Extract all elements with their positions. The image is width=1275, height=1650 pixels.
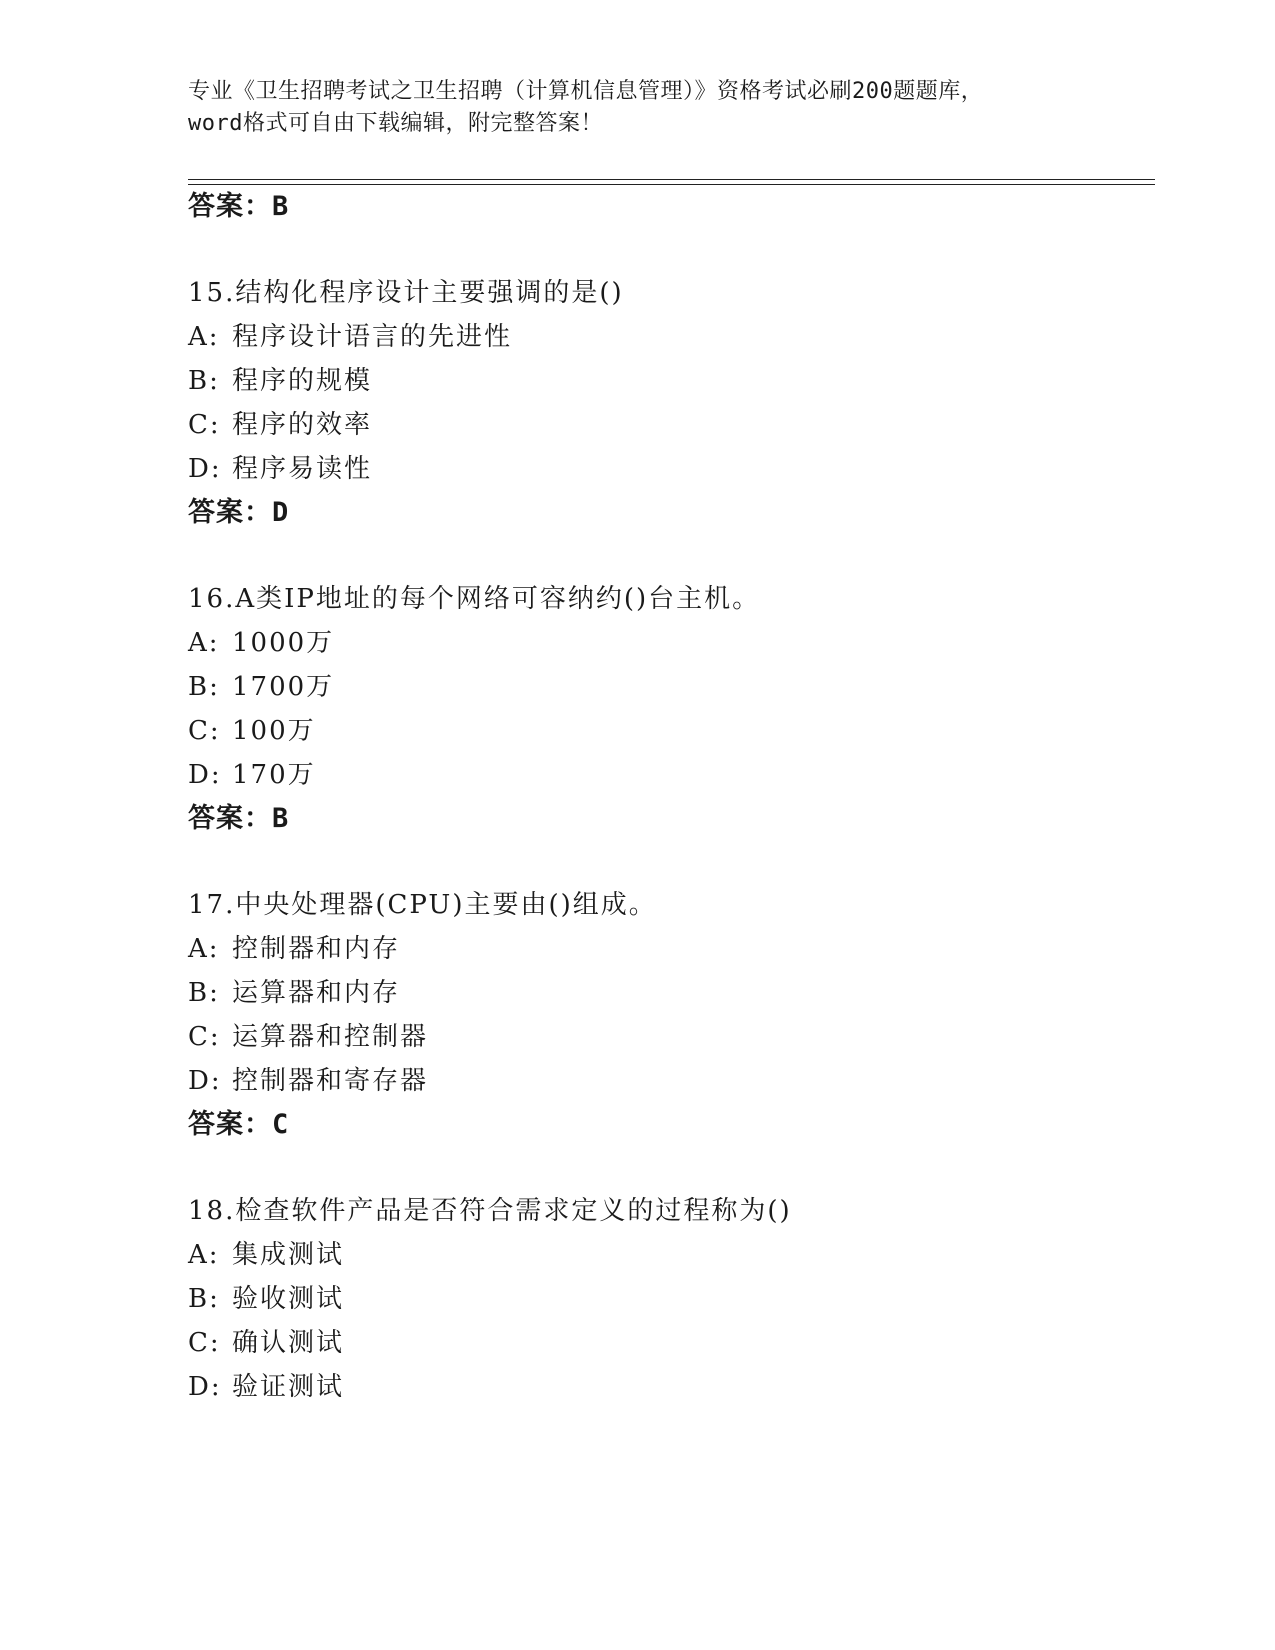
option-letter: A: xyxy=(188,628,220,658)
option-a xyxy=(188,626,334,660)
option-text: 验证测试 xyxy=(232,1372,345,1402)
option-text: 1000万 xyxy=(232,628,335,658)
option-letter: B: xyxy=(188,366,220,396)
option-letter: B: xyxy=(188,672,220,702)
option-text: 程序的效率 xyxy=(232,410,373,440)
option-letter: C: xyxy=(188,716,221,746)
header-divider-bottom xyxy=(188,184,1155,185)
answer-line: 答案：D xyxy=(188,497,290,528)
option-letter: A: xyxy=(188,322,220,352)
option-a xyxy=(188,1238,344,1272)
option-text: 170万 xyxy=(232,760,316,790)
option-text: 运算器和控制器 xyxy=(232,1022,429,1052)
question-stem: 16.A类IP地址的每个网络可容纳约()台主机。 xyxy=(188,584,761,614)
option-letter: A: xyxy=(188,934,220,964)
option-text: 集成测试 xyxy=(232,1240,345,1270)
option-a xyxy=(188,320,512,354)
option-d xyxy=(188,1370,344,1404)
option-text: 控制器和内存 xyxy=(232,934,401,964)
option-d xyxy=(188,452,372,486)
option-text: 控制器和寄存器 xyxy=(232,1066,429,1096)
answer-line: 答案：B xyxy=(188,803,290,834)
option-c xyxy=(188,1326,344,1360)
option-c xyxy=(188,1020,428,1054)
option-d xyxy=(188,758,316,792)
option-c xyxy=(188,714,316,748)
option-c xyxy=(188,408,372,442)
option-b xyxy=(188,976,400,1010)
option-a xyxy=(188,932,400,966)
option-text: 100万 xyxy=(232,716,316,746)
option-text: 确认测试 xyxy=(232,1328,345,1358)
option-text: 程序的规模 xyxy=(232,366,373,396)
option-d xyxy=(188,1064,428,1098)
option-text: 程序设计语言的先进性 xyxy=(232,322,513,352)
document-header xyxy=(188,76,1088,140)
option-letter: D: xyxy=(188,760,222,790)
option-letter: D: xyxy=(188,1372,222,1402)
option-letter: A: xyxy=(188,1240,220,1270)
header-line-2: word格式可自由下载编辑，附完整答案！ xyxy=(188,111,603,136)
question-stem: 18.检查软件产品是否符合需求定义的过程称为() xyxy=(188,1196,792,1226)
option-text: 验收测试 xyxy=(232,1284,345,1314)
header-line-1: 专业《卫生招聘考试之卫生招聘（计算机信息管理）》资格考试必刷200题题库， xyxy=(188,79,984,104)
answer-line: 答案：B xyxy=(188,191,290,222)
option-letter: D: xyxy=(188,1066,222,1096)
question-stem: 15.结构化程序设计主要强调的是() xyxy=(188,278,624,308)
option-b xyxy=(188,670,334,704)
option-letter: D: xyxy=(188,454,222,484)
option-letter: B: xyxy=(188,978,220,1008)
option-letter: B: xyxy=(188,1284,220,1314)
option-b xyxy=(188,1282,344,1316)
option-text: 1700万 xyxy=(232,672,335,702)
option-text: 程序易读性 xyxy=(232,454,373,484)
option-letter: C: xyxy=(188,1022,221,1052)
option-b xyxy=(188,364,372,398)
question-stem: 17.中央处理器(CPU)主要由()组成。 xyxy=(188,890,657,920)
option-text: 运算器和内存 xyxy=(232,978,401,1008)
header-divider-top xyxy=(188,179,1155,180)
option-letter: C: xyxy=(188,1328,221,1358)
answer-line: 答案：C xyxy=(188,1109,290,1140)
option-letter: C: xyxy=(188,410,221,440)
